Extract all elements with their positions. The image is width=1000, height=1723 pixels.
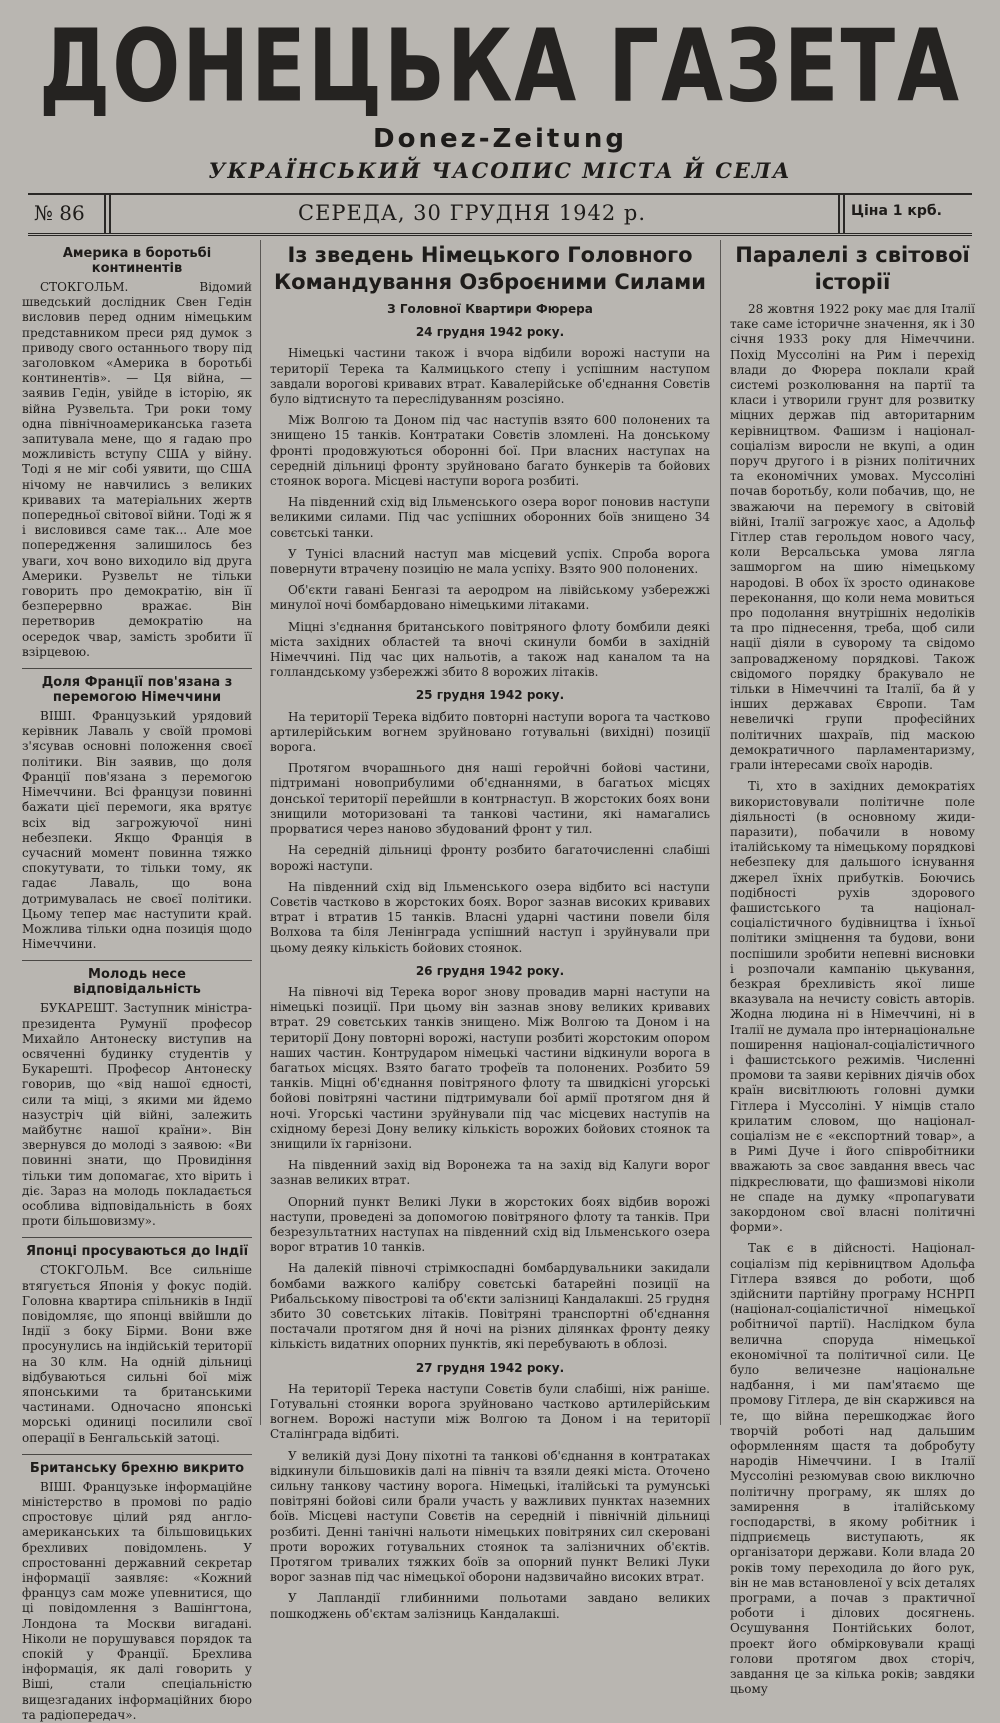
divider [838,195,845,233]
article-text: БУКАРЕШТ. Заступник міністра-президента Румунії професор Михайло Антонеску виступив на освяченні будинку студентів у Букарешті. Професор Антонеску говорив, що «від нашої єдності, сили та міці, з якими ми йдемо назустріч цій війні, залежить майбутнє нашої країни». Він звернувся до молоді з заявою: «Ви повинні знати, що Провидіння тільки тим допомагає, хто вірить і діє. Зараз на молодь покладається особлива відповідальність в боях проти більшовизму». [22,1001,252,1229]
report-date: 24 грудня 1942 року. [415,325,565,340]
report-date: 25 грудня 1942 року. [415,688,565,703]
dateline-bar [28,193,972,236]
article-paragraph: 28 жовтня 1922 року має для Італії таке саме історичне значення, як і 30 січня 1933 року для Німеччини. Похід Муссоліні на Рим і перехід влади до Фюрера поклали край системі розколювання на партії та класи і утворили грунт для розвитку міцних держав під авторитарним керівництвом. Фашизм і націонал-соціалізм виросли не вкупі, а один поруч другого і в різних політичних та економічних умовах. Муссоліні почав боротьбу, коли побачив, що, не зважаючи на перемогу в світовій війні, Італії загрожує хаос, а Адольф Гітлер став герольдом нового часу, коли Версальська умова лягла зашморгом на шию німецькому народові. В обох їх зросто одинакове переконання, що коли нема мовиться про подолання внутрішніх недоліків та про піднесення, треба, щоб сили нації діяли в суворому та свідомо запровадженому порядкові. Також свідомого порядку бракувало не тільки в Німеччині та Італії, ба й у інших державах Європи. Там невеличкі групи професійних політичних шахраїв, під маскою демократичного парламентаризму, грали інтересами своїх народів. [730,302,975,773]
article-paragraph: Так є в дійсності. Націонал-соціалізм під керівництвом Адольфа Гітлера взявся до роботи, щоб здійснити партійну програму НСНРП (націонал-соціалістичної німецької робітничої партії). Наслідком була велична споруда німецької економічної та політичної сили. Це було величезне національне надбання, і ми пам'ятаємо ще промову Гітлера, де він скаржився на те, що війна перешкоджає його творчій роботі над дальшим оформленням щастя та добробуту народів Німеччини. І в Італії Муссоліні резюмував свою виключно політичну програму, як шлях до замирення в італійському господарстві, в якому робітник і підприємець виступають, як організатори держави. Коли влада 20 років тому переходила до його рук, він не мав встановленої у всіх деталях програми, а почав з практичної роботи і ділових досягнень. Осушування Понтійських болот, проект його обмірковували кращі голови протягом двох сторіч, завдання це за кілька років; завдяки цьому [730,1241,975,1697]
article-title: Доля Франції пов'язана з перемогою Німеччини [41,675,233,706]
article-paragraph: Ті, хто в західних демократіях використовували політичне поле діяльності (в основному жиди-паразити), побачили в новому італійському та німецькому порядкові небезпеку для дальшого існування джерел їхніх прибутків. Боючись подібності рухів здорового фашистського та націонал-соціалістичного будівництва і їхньої політики зміцнення та будови, вони поспішили зробити непевні висновки і розпочали кампанію цькування, безкрая брехливість якої лише вказувала на нечисту совість авторів. Жодна людина ні в Німеччині, ні в Італії не думала про інтернаціональне поширення націонал-соціалістичного і фашистського режимів. Численні промови та заяви керівних діячів обох країн висвітлюють головні думки Гітлера і Муссоліні. У німців стало крилатим словом, що націонал-соціалізм не є «експортний товар», а в Римі Дуче і його співробітники вважають за своє завдання ввесь час підкреслювати, що фашизмові ніколи не спаде на думку «пропагувати закордоном свої власні політичні форми». [730,779,975,1235]
article-title: Паралелі з світової історії [735,243,970,294]
divider [22,960,252,961]
article-title: Британську брехню викрито [29,1460,245,1476]
divider [22,668,252,669]
report-paragraph: На півночі від Терека ворог знову провадив марні наступи на німецькі позиції. При цьому він зазнав знову великих кривавих втрат. 29 совєтських танків знищено. Між Волгою та Доном і на території Дону повторні ворожі, наступи розбиті жорстоким опором наших частин. Контрударом німецькі частини відкинули ворога в багатьох місцях. Взято багато трофеїв та полонених. Розбито 59 танків. Міцні об'єднання повітряного флоту та швидкісні угорські бойові повітряні частини підтримували бої армії протягом дня й ночі. Угорські частини зруйнували під час місцевих наступів на східному березі Дону велику кількість ворожих бойових стоянок та знищили їх гарнізони. [270,984,710,1151]
report-paragraph: На території Терека наступи Совєтів були слабіші, ніж раніше. Готувальні стоянки ворога зруйновано частково артилерійським вогнем. Ворожі наступи між Волгою та Доном і на території Сталінграда відбиті. [270,1381,710,1442]
report-paragraph: На далекій півночі стрімкоспадні бомбардувальники закидали бомбами важкого калібру совєтські батарейні позиції на Рибальському півострові та об'єкти залізниці Кандалакші. 25 грудня збито 30 совєтських літаків. Повітряні транспортні об'єднання постачали протягом дня й ночі на різних ділянках фронту деяку кількість видатних опорних пунктів, які перебувають в облозі. [270,1261,710,1352]
headline-subhead: З Головної Квартири Фюрера [387,302,593,316]
report-paragraph: Опорний пункт Великі Луки в жорстоких боях відбив ворожі наступи, проведені за допомогою повітряного флоту та танків. При безрезультатних наступах на південний схід від Ільменського озера ворог втратив 10 танків. [270,1194,710,1255]
article [22,1244,252,1445]
article-title: Японці просуваються до Індії [25,1244,249,1260]
report-paragraph: У Лапландії глибинними польотами завдано великих пошкоджень об'єктам залізниць Кандалакші. [270,1591,710,1621]
report-date: 27 грудня 1942 року. [415,1360,565,1375]
article-title: Америка в боротьбі континентів [62,246,212,276]
article-title: Молодь несе відповідальність [73,967,201,998]
article [22,967,252,1229]
newspaper-tagline: УКРАЇНСЬКИЙ ЧАСОПИС МІСТА Й СЕЛА [208,158,792,183]
newspaper-title: ДОНЕЦЬКА ГАЗЕТА [38,8,962,125]
middle-column [270,240,710,1621]
report-paragraph: Міцні з'єднання британського повітряного флоту бомбили деякі міста західних областей та вночі скинули бомби в західній Німеччині. Під час цих нальотів, а також над каналом та на голландському узбережжі збито 8 ворожих літаків. [270,619,710,680]
report-paragraph: Об'єкти гавані Бенгазі та аеродром на лівійському узбережжі минулої ночі бомбардовано німецькими літаками. [270,583,710,613]
report-paragraph: На території Терека відбито повторні наступи ворога та частково артилерійським вогнем зруйновано готувальні (вихідні) позиції ворога. [270,709,710,755]
report-date: 26 грудня 1942 року. [415,963,565,978]
article-text: СТОКГОЛЬМ. Все сильніше втягується Японія у фокус подій. Головна квартира спільників в Індії повідомляє, що японці ввійшли до Індії з боку Бірми. Вони вже просунулись на індійській території на 30 клм. На одній дільниці відбуваються сильні бої між японськими та британськими частинами. Одночасно японські морські одиниці посилили свої операції в Бенгальській затоці. [22,1263,252,1445]
column-rule [720,240,721,1425]
report-paragraph: Німецькі частини також і вчора відбили ворожі наступи на території Терека та Калмицького степу і успішним наступом завдали ворогові кривавих втрат. Кавалерійське об'єднання Совєтів було відтиснуто та переслідуванням розсіяно. [270,346,710,407]
article [22,675,252,952]
right-column [730,240,975,1697]
report-paragraph: На південний схід від Ільменського озера відбито всі наступи Совєтів частково в жорстоких боях. Ворог зазнав високих кривавих втрат і втратив 15 танків. Власні ударні частини повели біля Волхова та біля Ленінграда успішний наступ і зруйнували при цьому деяку кількість бойових стоянок. [270,879,710,955]
report-paragraph: На середній дільниці фронту розбито багаточисленні слабіші ворожі наступи. [270,843,710,873]
report-paragraph: Протягом вчорашнього дня наші геройчні бойові частини, підтримані новоприбулими об'єднаннями, в багатьох місцях донської території перейшли в контрнаступ. В жорстоких боях вони знищили моторизовані та танкові частини, які намагались прорватися через наново збудований фронт у тил. [270,761,710,837]
article-text: ВІШІ. Французький урядовий керівник Лаваль у своїй промові з'ясував основні положення своєї політики. Він заявив, що доля Франції пов'язана з перемогою Німеччини. Всі французи повинні бажати цієї перемоги, яка врятує всіх від загрожуючої нині небезпеки. Якщо Франція в сучасний момент повинна тяжко спокутувати, то тільки тому, як гадає Лаваль, що вона дотримувалась не своєї політики. Цьому тепер має наступити край. Можлива тільки одна позиція щодо Німеччини. [22,709,252,952]
report-paragraph: На південний схід від Ільменського озера ворог поновив наступи великими силами. Під час успішних оборонних боїв знищено 34 совєтські танки. [270,495,710,540]
article [22,1461,252,1723]
divider [22,1237,252,1238]
article-text: ВІШІ. Французьке інформаційне міністерство в промові по радіо спростовує цілий ряд англо-американських та більшовицьких брехливих повідомлень. У спростованні державний секретар інформації заявляє: «Кожний француз сам може упевнитися, що ці повідомлення з Вашінгтона, Лондона та Москви вигадані. Ніколи не порушувався порядок та спокій у Франції. Брехлива інформація, як далі говорить у Віші, стали спеціальністю вищезгаданих інформаційних бюро та радіопередач». [22,1479,252,1722]
column-rule [260,240,261,1425]
divider [104,195,111,233]
report-paragraph: Між Волгою та Доном під час наступів взято 600 полонених та знищено 15 танків. Контратаки Совєтів зломлені. На донському фронті продовжуються оборонні бої. При власних наступах на середній дільниці фронту зруйновано багато бункерів та бойових стоянок ворога. Місцеві наступи ворога розбиті. [270,413,710,489]
article [22,246,252,660]
issue-price: Ціна 1 крб. [850,203,942,219]
report-paragraph: У Тунісі власний наступ мав місцевий успіх. Спроба ворога повернути втрачену позицію не мала успіху. Взято 900 полонених. [270,546,710,577]
article-text: СТОКГОЛЬМ. Відомий шведський дослідник Свен Гедін висловив перед одним німецьким представником преси ряд думок з приводу свого останнього твору під заголовком «Америка в боротьбі континентів». — Ця війна, — заявив Гедін, увійде в історію, як війна Рузвельта. Три роки тому одна північноамериканська газета запитувала мене, що я гадаю про можливість вступу США у війну. Тоді я не міг собі уявити, що США нічому не навчились з великих кривавих та матеріальних жертв попередньої світової війни. Тоді ж я і висловився саме так... Але мое попередження залишилось без уваги, хоч воно виходило від друга Америки. Рузвельт не тільки говорить про демократію, він її безперервно вражає. Він перетворив демократію на осередок чвар, замість зробити її взірцевою. [22,280,252,659]
left-column [22,240,252,1722]
newspaper-subtitle: Donez-Zeitung [373,124,627,154]
main-headline: Із зведень Німецького Головного Командування Озброєними Силами [274,243,706,294]
divider [22,1454,252,1455]
issue-date: СЕРЕДА, 30 ГРУДНЯ 1942 р. [298,201,647,225]
report-paragraph: На південний захід від Воронежа та на захід від Калуги ворог зазнав великих втрат. [270,1158,710,1188]
report-paragraph: У великій дузі Дону піхотні та танкові об'єднання в контратаках відкинули більшовиків далі на північ та взяли деякі міста. Оточено сильну танкову частину ворога. Німецькі, італійські та румунські повітряні бойові сили брали участь у важливих пунктах наземних боїв. Місцеві наступи Совєтів на середній і північній дільниці розбиті. Денні танічні нальоти німецьких повітряних сил скеровані проти ворожих готувальних стоянок та залізничних об'єктів. Протягом тривалих тяжких боїв за опорний пункт Великі Луки ворог зазнав під час німецької оборони надзвичайно високих втрат. [270,1448,710,1585]
issue-number: № 86 [34,201,85,225]
